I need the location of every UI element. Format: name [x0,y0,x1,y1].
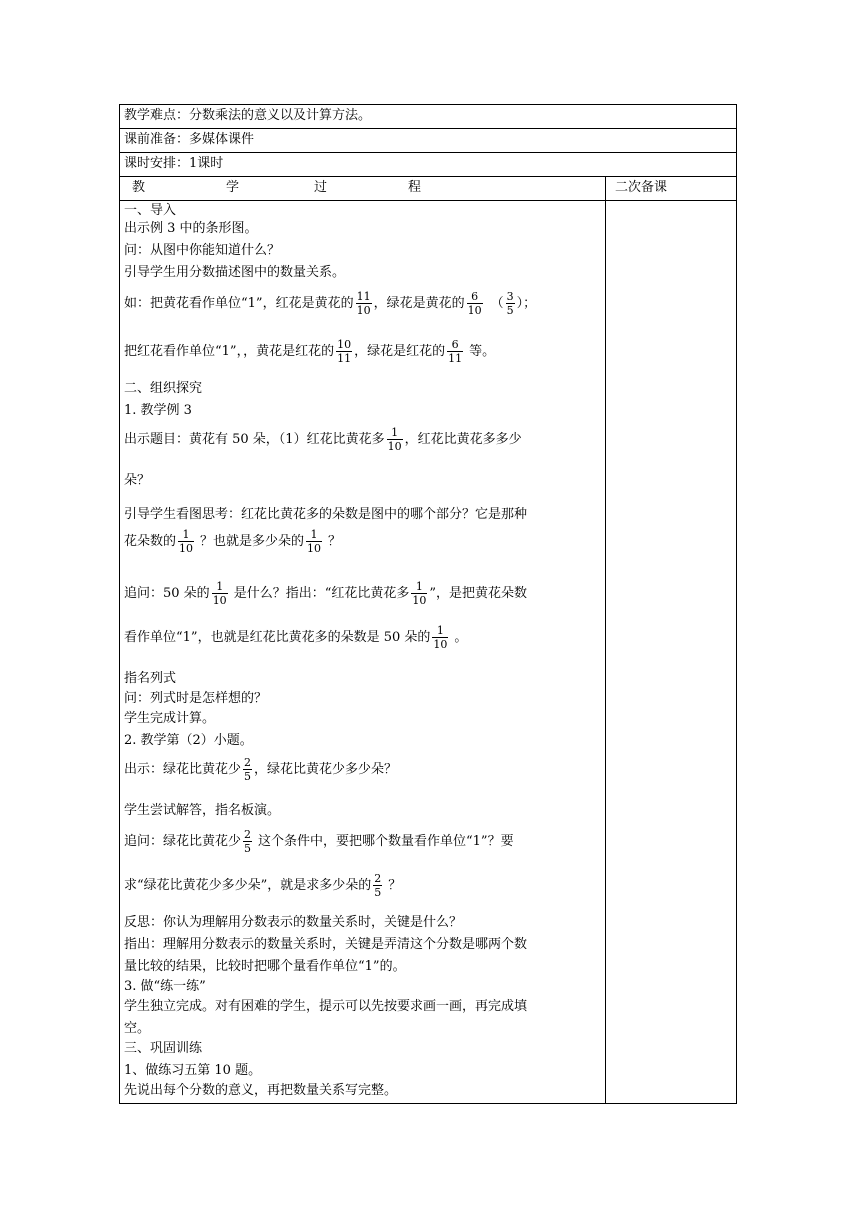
text: 追问：绿花比黄花少 [124,834,242,849]
text: 花朵数的 [124,534,177,549]
denominator: 5 [244,770,252,783]
numerator: 6 [471,290,479,303]
line-complete-calc: 学生完成计算。 [124,711,216,726]
line-list-formula: 指名列式 [124,671,177,686]
line-practice: 3. 做“练一练” [124,979,206,994]
text: 如：把黄花看作单位“1”，红花是黄花的 [124,296,354,311]
text: ？也就是多少朵的 [200,534,305,549]
line-example-1 [124,283,536,325]
line-exercise-2: 先说出每个分数的意义，再把数量关系写完整。 [124,1083,398,1098]
fraction [243,828,252,855]
text: ）； [516,296,537,311]
fraction [506,290,515,317]
fraction [212,580,228,607]
numerator: 10 [337,338,352,351]
numerator: 1 [391,426,399,439]
process-header [120,177,605,200]
text: 这个条件中，要把哪个数量看作单位“1”？要 [258,834,514,849]
text: 看作单位“1”，也就是红花比黄花多的朵数是 50 朵的 [124,630,431,645]
numerator: 1 [415,580,423,593]
process-content [120,201,605,1103]
fraction [387,426,403,453]
denominator: 10 [433,638,448,651]
text: （ [490,296,504,311]
lesson-plan-table [119,104,737,1104]
line-independent-2: 空。 [124,1021,151,1036]
text: 追问：50 朵的 [124,586,210,601]
text: ，绿花是红花的 [354,344,446,359]
denominator: 5 [374,886,382,899]
denominator: 10 [179,542,194,555]
line-follow-up-3 [124,821,514,863]
text: 。 [454,630,468,645]
denominator: 10 [212,594,227,607]
line-ask-formula: 问：列式时是怎样想的？ [124,691,268,706]
line-follow-up [124,573,527,615]
line-independent: 学生独立完成。对有困难的学生，提示可以先按要求画一画，再完成填 [124,999,528,1014]
header-char-1: 教 [132,180,146,195]
line-problem-end: 朵？ [124,473,151,488]
line-follow-up-2 [124,617,467,659]
fraction [432,624,448,651]
denominator: 11 [337,352,352,365]
teaching-difficulty: 教学难点：分数乘法的意义以及计算方法。 [124,108,372,123]
class-schedule: 课时安排：1课时 [124,156,224,171]
column-divider [605,177,606,1103]
line-consolidate-heading: 三、巩固训练 [124,1041,203,1056]
line-part-2: 2. 教学第（2）小题。 [124,733,253,748]
line-point-out: 指出：理解用分数表示的数量关系时，关键是弄清这个分数是哪两个数 [124,937,528,952]
line-think-2 [124,521,341,563]
fraction [243,756,252,783]
line-point-out-2: 量比较的结果，比较时把哪个量看作单位“1”的。 [124,959,406,974]
text: 出示：绿花比黄花少 [124,762,242,777]
denominator: 11 [448,352,463,365]
fraction [178,528,194,555]
line-problem [124,419,522,461]
denominator: 10 [412,594,427,607]
denominator: 10 [387,440,402,453]
line-try-solve: 学生尝试解答，指名板演。 [124,803,281,818]
text: 是什么？指出：“红花比黄花多 [233,586,410,601]
numerator: 2 [244,828,252,841]
line-exercise: 1、做练习五第 10 题。 [124,1063,262,1078]
text: 求“绿花比黄花少多少朵”，就是求多少朵的 [124,878,372,893]
fraction [411,580,427,607]
fraction [467,290,483,317]
numerator: 1 [436,624,444,637]
text: ？ [328,534,342,549]
text: ”，是把黄花朵数 [429,586,527,601]
line-think: 引导学生看图思考：红花比黄花多的朵数是图中的哪个部分？它是那种 [124,507,528,522]
line-show-2 [124,749,397,791]
line-reflect: 反思：你认为理解用分数表示的数量关系时，关键是什么？ [124,915,463,930]
numerator: 1 [216,580,224,593]
text: ，绿花是黄花的 [373,296,465,311]
line-example-2 [124,331,495,373]
fraction [336,338,352,365]
teaching-difficulty-row [120,105,736,129]
fraction [447,338,463,365]
text: 把红花看作单位“1”，，黄花是红花的 [124,344,335,359]
denominator: 10 [356,304,371,317]
text: ，绿花比黄花少多少朵？ [254,762,398,777]
numerator: 2 [244,756,252,769]
fraction [373,872,382,899]
header-char-4: 程 [408,180,422,195]
preparation-row [120,129,736,153]
numerator: 2 [374,872,382,885]
line-question: 问：从图中你能知道什么？ [124,243,281,258]
denominator: 10 [467,304,482,317]
denominator: 10 [307,542,322,555]
class-preparation: 课前准备：多媒体课件 [124,132,255,147]
numerator: 3 [506,290,514,303]
line-guide: 引导学生用分数描述图中的数量关系。 [124,265,346,280]
line-intro-heading: 一、导入 [124,203,177,218]
text: 等。 [469,344,496,359]
numerator: 1 [310,528,318,541]
line-teach-example: 1. 教学例 3 [124,403,192,418]
text: 出示题目：黄花有 50 朵，（1）红花比黄花多 [124,432,385,447]
line-follow-up-4 [124,865,401,907]
line-show-chart: 出示例 3 中的条形图。 [124,221,258,236]
text: ，红花比黄花多多少 [404,432,522,447]
numerator: 6 [451,338,459,351]
denominator: 5 [506,304,514,317]
second-prep-header: 二次备课 [615,180,668,195]
header-char-3: 过 [314,180,328,195]
schedule-row [120,153,736,177]
line-explore-heading: 二、组织探究 [124,381,203,396]
fraction [356,290,372,317]
header-char-2: 学 [226,180,240,195]
numerator: 1 [182,528,190,541]
text: ？ [388,878,402,893]
denominator: 5 [244,842,252,855]
fraction [306,528,322,555]
process-header-row [120,177,736,201]
numerator: 11 [356,290,371,303]
